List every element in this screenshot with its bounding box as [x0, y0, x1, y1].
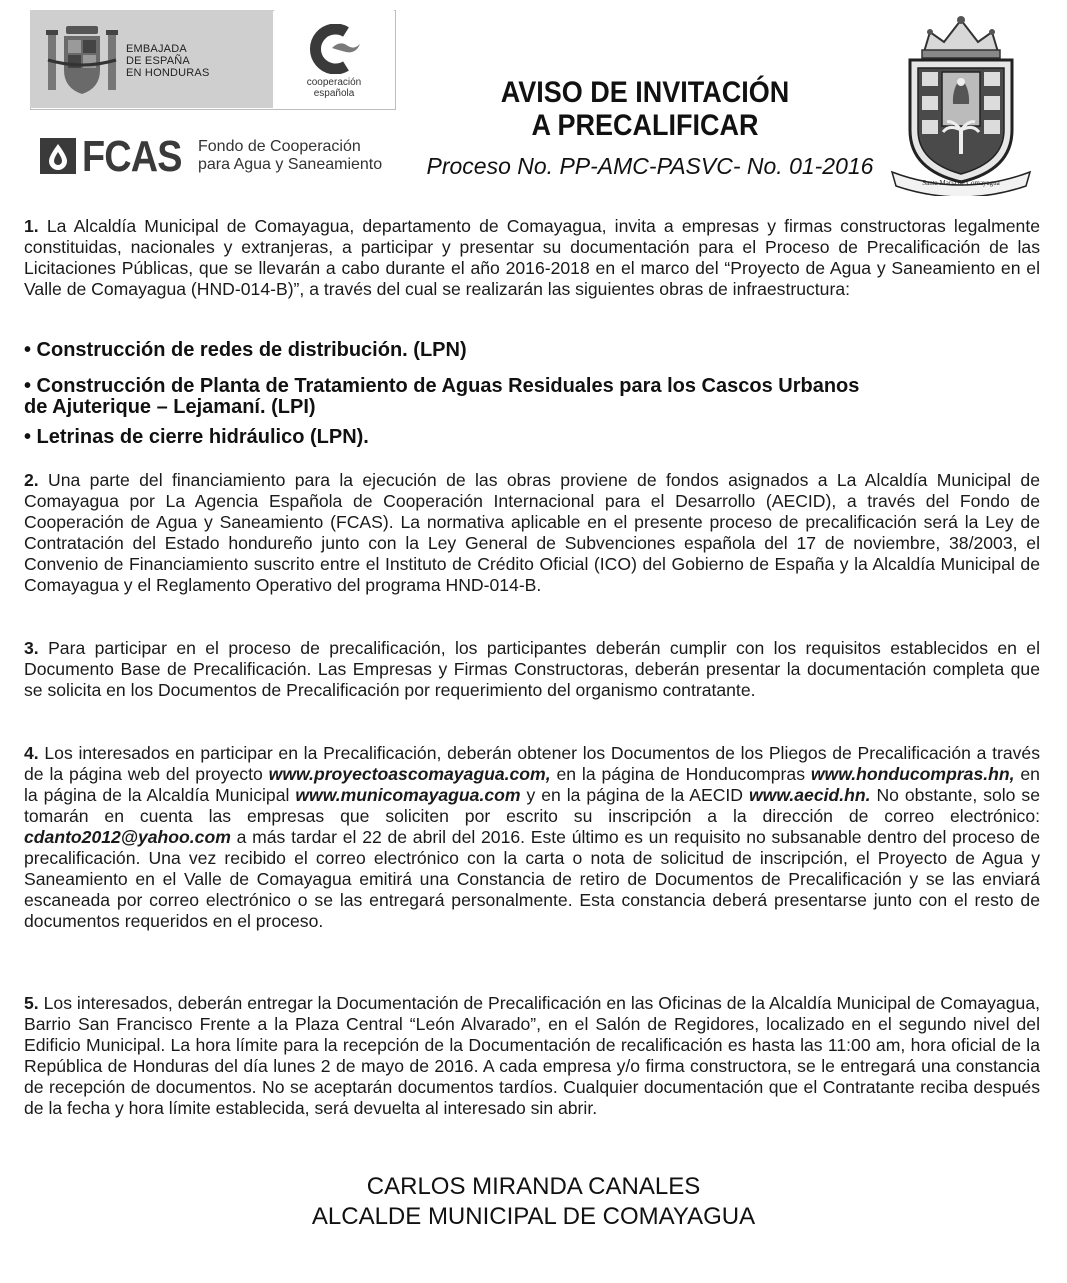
paragraph-text: en la página de Honducompras: [550, 764, 811, 784]
cooperacion-line: cooperación: [306, 77, 362, 88]
paragraph-number: 2.: [24, 470, 39, 490]
paragraph-number: 5.: [24, 993, 39, 1013]
paragraph-text: No obstante, solo se tomarán en cuenta las empresas que soliciten por escrito su inscripción a la dirección de correo electrónico:: [24, 785, 1040, 826]
paragraph-5: [24, 993, 1040, 1119]
embajada-line: DE ESPAÑA: [126, 55, 190, 67]
list-item: • Letrinas de cierre hidráulico (LPN).: [24, 426, 369, 448]
email-link[interactable]: cdanto2012@yahoo.com: [24, 827, 231, 847]
paragraph-text: en la página de la Alcaldía Municipal: [24, 764, 1040, 805]
paragraph-number: 4.: [24, 743, 39, 763]
paragraph-text: y en la página de la AECID: [520, 785, 749, 805]
paragraph-2: [24, 470, 1040, 596]
embajada-line: EN HONDURAS: [126, 67, 210, 79]
signature-role: ALCALDE MUNICIPAL DE COMAYAGUA: [311, 1203, 756, 1230]
paragraph-text: Los interesados en participar en la Precalificación, deberán obtener los Documentos de los Pliegos de Precalificación a través de la página web del proyecto: [24, 743, 1040, 784]
aecid-link[interactable]: www.aecid.hn.: [748, 785, 871, 805]
cooperacion-c-icon: [306, 24, 362, 74]
embajada-line: EMBAJADA: [126, 43, 187, 55]
list-item: • Construcción de Planta de Tratamiento de Aguas Residuales para los Cascos Urbanos: [24, 375, 860, 397]
shield-ribbon-text: Santa María de Comayagua: [922, 179, 1000, 187]
title-line: A PRECALIFICAR: [531, 109, 759, 142]
paragraph-1: [24, 216, 1040, 300]
cooperacion-line: española: [313, 88, 355, 99]
fcas-line: para Agua y Saneamiento: [198, 156, 383, 173]
paragraph-text: La Alcaldía Municipal de Comayagua, departamento de Comayagua, invita a empresas y firmas constructoras legalmente constituidas, nacionales y extranjeras, a participar y presentar su documentación para el Proceso de Precalificación de las Licitaciones Públicas, que se llevarán a cabo durante el año 2016-2018 en el marco del “Proyecto de Agua y Saneamiento en el Valle de Comayagua (HND-014-B)”, a través del cual se realizarán las siguientes obras de infraestructura:: [24, 216, 1040, 299]
signature-block: [0, 1172, 1067, 1232]
paragraph-text: Para participar en el proceso de precalificación, los participantes deberán cumplir con los requisitos establecidos en el Documento Base de Precalificación. Las Empresas y Firmas Constructoras, deberán presentar la documentación completa que se solicita en los Documentos de Precalificación por requerimiento del organismo contratante.: [24, 638, 1041, 700]
signature-name: CARLOS MIRANDA CANALES: [366, 1173, 701, 1200]
fcas-line: Fondo de Cooperación: [198, 138, 361, 155]
paragraph-number: 3.: [24, 638, 39, 658]
embajada-logo: [30, 10, 273, 108]
page-title: [443, 76, 848, 142]
paragraph-text: a más tardar el 22 de abril del 2016. Este último es un requisito no subsanable dentro del proceso de precalificación. Una vez recibido el correo electrónico con la carta o nota de solicitud de inscripción, el Proyecto de Agua y Saneamiento en el Valle de Comayagua emitirá una Constancia de retiro de Documentos de Precalificación y se las enviará escaneada por correo electrónico o se las entregará personalmente. Esta constancia deberá presentarse junto con el resto de documentos requeridos en el proceso.: [24, 827, 1040, 931]
paragraph-text: Una parte del financiamiento para la ejecución de las obras proviene de fondos asignados a La Alcaldía Municipal de Comayagua por La Agencia Española de Cooperación Internacional para el Desarrollo (AECID), a través del Fondo de Cooperación de Agua y Saneamiento (FCAS). La normativa aplicable en el presente proceso de precalificación será la Ley de Contratación del Estado hondureño junto con la Ley General de Subvenciones española del 17 de noviembre, 38/2003, el Convenio de Financiamiento suscrito entre el Instituto de Crédito Oficial (ICO) del Gobierno de España y la Alcaldía Municipal de Comayagua y el Reglamento Operativo del programa HND-014-B.: [24, 470, 1040, 595]
spain-crest-icon: [44, 20, 120, 100]
water-drop-icon: [40, 138, 76, 174]
cooperacion-espanola-logo: [274, 10, 394, 108]
project-website-link[interactable]: www.proyectoascomayagua.com,: [268, 764, 551, 784]
paragraph-4: [24, 743, 1040, 932]
list-item: de Ajuterique – Lejamaní. (LPI): [24, 396, 316, 418]
honducompras-link[interactable]: www.honducompras.hn,: [810, 764, 1015, 784]
title-line: AVISO DE INVITACIÓN: [500, 76, 790, 109]
list-item: • Construcción de redes de distribución. (LPN): [24, 339, 467, 361]
municipal-website-link[interactable]: www.municomayagua.com: [295, 785, 521, 805]
paragraph-number: 1.: [24, 216, 39, 236]
paragraph-text: Los interesados, deberán entregar la Documentación de Precalificación en las Oficinas de la Alcaldía Municipal de Comayagua, Barrio San Francisco Frente a la Plaza Central “León Alvarado”, en el Salón de Regidores, localizado en el segundo nivel del Edificio Municipal. La hora límite para la recepción de la Documentación de recalificación es hasta las 11:00 am, hora oficial de la República de Honduras del día lunes 2 de mayo de 2016. A cada empresa y/o firma constructora, se le entregará una constancia de recepción de documentos. No se aceptarán documentos tardíos. Cualquier documentación que el Contratante reciba después de la fecha y hora límite establecida, será devuelta al interesado sin abrir.: [24, 993, 1040, 1118]
process-number: Proceso No. PP-AMC-PASVC- No. 01-2016: [426, 153, 874, 179]
paragraph-3: [24, 638, 1040, 701]
comayagua-shield-icon: [890, 12, 1032, 196]
fcas-acronym: FCAS: [82, 132, 182, 181]
